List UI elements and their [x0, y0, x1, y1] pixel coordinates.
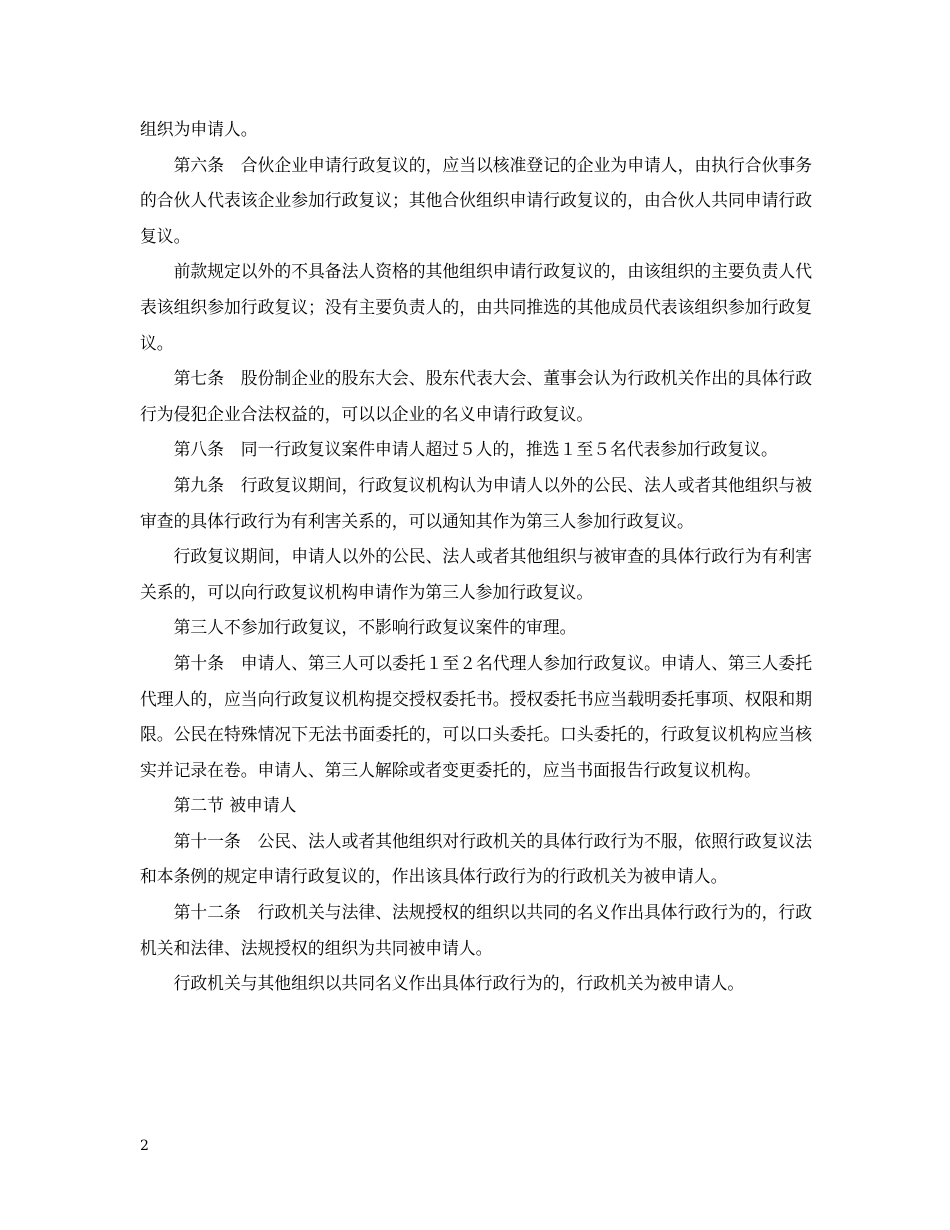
- paragraph-5: 第八条 同一行政复议案件申请人超过５人的，推选１至５名代表参加行政复议。: [173, 439, 778, 460]
- paragraph-4: 第七条 股份制企业的股东大会、股东代表大会、董事会认为行政机关作出的具体行政行为侵犯企业合法权益的，可以以企业的名义申请行政复议。: [140, 368, 812, 424]
- paragraph-7: 行政复议期间，申请人以外的公民、法人或者其他组织与被审查的具体行政行为有利害关系的，可以向行政复议机构申请作为第三人参加行政复议。: [140, 546, 812, 602]
- paragraph-8: 第三人不参加行政复议，不影响行政复议案件的审理。: [173, 617, 577, 638]
- paragraph-6: 第九条 行政复议期间，行政复议机构认为申请人以外的公民、法人或者其他组织与被审查的具体行政行为有利害关系的，可以通知其作为第三人参加行政复议。: [140, 474, 812, 531]
- paragraph-1: 组织为申请人。: [140, 119, 258, 139]
- paragraph-9: 第十条 申请人、第三人可以委托１至２名代理人参加行政复议。申请人、第三人委托代理人的，应当向行政复议机构提交授权委托书。授权委托书应当载明委托事项、权限和期限。公民在特殊情况下无法书面委托的，可以口头委托。口头委托的，行政复议机构应当核实并记录在卷。申请人、第三人解除或者变更委托的，应当书面报告行政复议机构。: [140, 652, 812, 780]
- page-number: 2: [140, 1138, 149, 1154]
- paragraph-13: 行政机关与其他组织以共同名义作出具体行政行为的，行政机关为被申请人。: [173, 973, 745, 994]
- document-body: [140, 112, 812, 1002]
- paragraph-2: 第六条 合伙企业申请行政复议的，应当以核准登记的企业为申请人，由执行合伙事务的合伙人代表该企业参加行政复议；其他合伙组织申请行政复议的，由合伙人共同申请行政复议。: [140, 154, 812, 246]
- paragraph-11: 第十一条 公民、法人或者其他组织对行政机关的具体行政行为不服，依照行政复议法和本条例的规定申请行政复议的，作出该具体行政行为的行政机关为被申请人。: [140, 830, 812, 887]
- paragraph-3: 前款规定以外的不具备法人资格的其他组织申请行政复议的，由该组织的主要负责人代表该组织参加行政复议；没有主要负责人的，由共同推选的其他成员代表该组织参加行政复议。: [140, 261, 812, 353]
- paragraph-12: 第十二条 行政机关与法律、法规授权的组织以共同的名义作出具体行政行为的，行政机关和法律、法规授权的组织为共同被申请人。: [140, 902, 812, 958]
- section-heading: 第二节 被申请人: [173, 795, 297, 816]
